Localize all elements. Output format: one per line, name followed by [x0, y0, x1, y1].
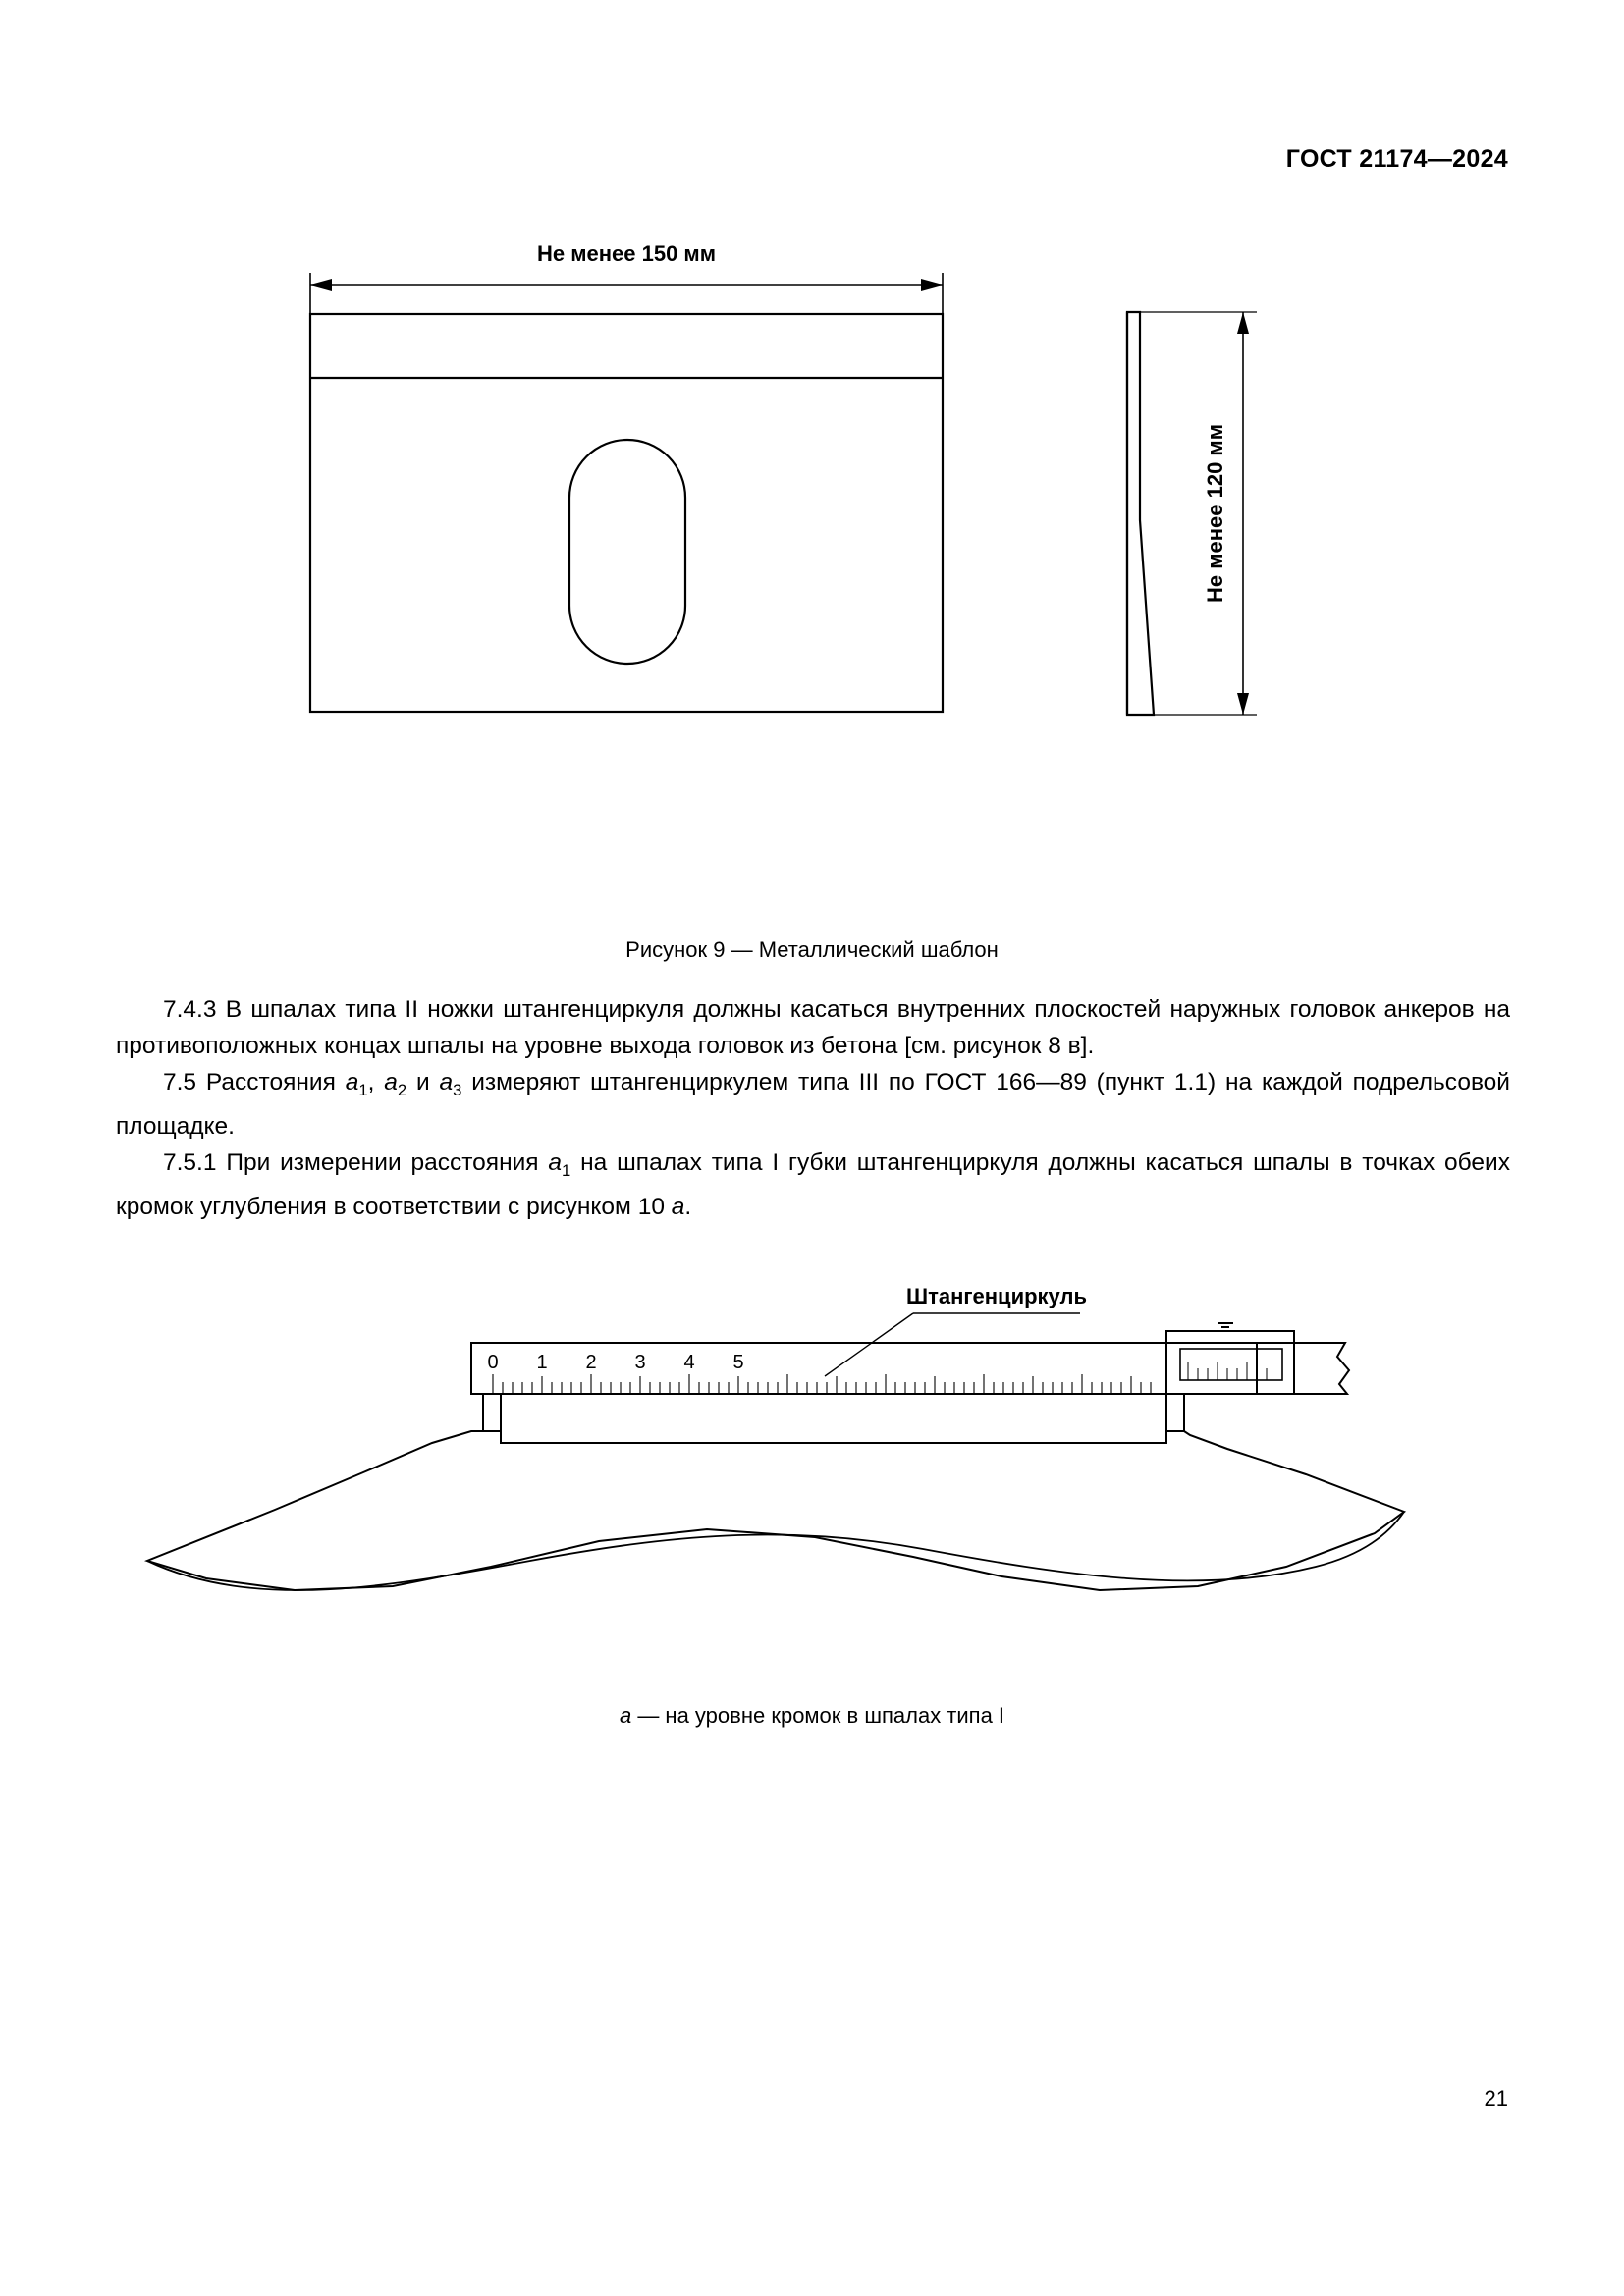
scale-tick-0: 0 [487, 1352, 499, 1373]
p2-seg2: , [367, 1069, 385, 1095]
figure-9-metal-template [275, 226, 1375, 913]
callout-label-caliper: Штангенциркуль [905, 1284, 1088, 1308]
p3-seg3: . [684, 1193, 692, 1220]
subscript-2: 2 [397, 1080, 407, 1099]
dim-arrow-bottom [1237, 693, 1249, 715]
figure-10a-drawing [137, 1266, 1512, 1679]
figure-10a-caption [0, 1703, 1624, 1729]
paragraph-7-5-1 [116, 1145, 1510, 1225]
paragraph-7-5 [116, 1064, 1510, 1145]
p3-seg1: 7.5.1 При измерении расстояния [163, 1148, 549, 1176]
symbol-a3: a [439, 1069, 454, 1095]
symbol-a1: a [345, 1069, 359, 1095]
dim-arrow-top [1237, 312, 1249, 334]
p2-seg4: измеряют штангенциркулем типа III по ГОСТ 166—89 (пункт 1.1) на каждой подрельсовой площадке. [116, 1069, 1510, 1140]
caliper-thumb-screw [1218, 1323, 1233, 1327]
figure-9-drawing [275, 226, 1375, 913]
caliper-beam-break [1257, 1343, 1349, 1394]
callout-leader-line [825, 1313, 913, 1376]
scale-tick-3: 3 [634, 1352, 646, 1373]
scale-tick-2: 2 [585, 1352, 597, 1373]
scale-tick-4: 4 [683, 1352, 695, 1373]
template-side-profile [1127, 312, 1154, 715]
p2-seg1: 7.5 Расстояния [163, 1069, 346, 1095]
caliper-vernier-ticks [1188, 1362, 1267, 1380]
template-slot [569, 440, 685, 664]
figure-10a-caption-text: — на уровне кромок в шпалах типа I [631, 1703, 1005, 1728]
paragraph-7-4-3: 7.4.3 В шпалах типа II ножки штангенциркуля должны касаться внутренних плоскостей наружных головок анкеров на противоположных концах шпалы на уровне выхода головок из бетона [см. рисунок 8 в]. [116, 996, 1510, 1059]
figure-9-caption: Рисунок 9 — Металлический шаблон [625, 937, 999, 962]
subscript-1b: 1 [562, 1160, 571, 1180]
figure-ref-letter: а [671, 1193, 685, 1220]
scale-tick-5: 5 [732, 1352, 744, 1373]
dim-arrow-left [310, 279, 332, 291]
caliper-fixed-jaw [483, 1394, 501, 1431]
template-plate-outline [310, 314, 943, 712]
p2-seg3: и [406, 1069, 440, 1095]
caliper-slider-frame [1166, 1331, 1294, 1394]
caliper-movable-jaw [1166, 1394, 1184, 1431]
caliper-scale-numerals [487, 1352, 743, 1373]
p3-seg2: на шпалах типа I губки штангенциркуля должны касаться шпалы в точках обеих кромок углубления в соответствии с рисунком 10 [116, 1148, 1510, 1220]
body-text-block [116, 991, 1510, 1225]
sleeper-cross-section-outline [147, 1431, 1404, 1590]
symbol-a1-b: a [548, 1148, 563, 1176]
subscript-1: 1 [358, 1080, 368, 1099]
dimension-label-height: Не менее 120 мм [1203, 424, 1227, 603]
figure-10a-letter: а [619, 1703, 632, 1728]
symbol-a2: a [384, 1069, 398, 1095]
dimension-label-width: Не менее 150 мм [537, 241, 716, 266]
page-number: 21 [1484, 2086, 1508, 2110]
caliper-scale-ticks [493, 1374, 1151, 1394]
page-header-standard: ГОСТ 21174—2024 [1285, 145, 1508, 173]
scale-tick-1: 1 [536, 1352, 548, 1373]
dim-arrow-right [921, 279, 943, 291]
subscript-3: 3 [453, 1080, 462, 1099]
figure-10a-caliper [137, 1266, 1512, 1679]
sleeper-inner-contour [147, 1512, 1404, 1590]
